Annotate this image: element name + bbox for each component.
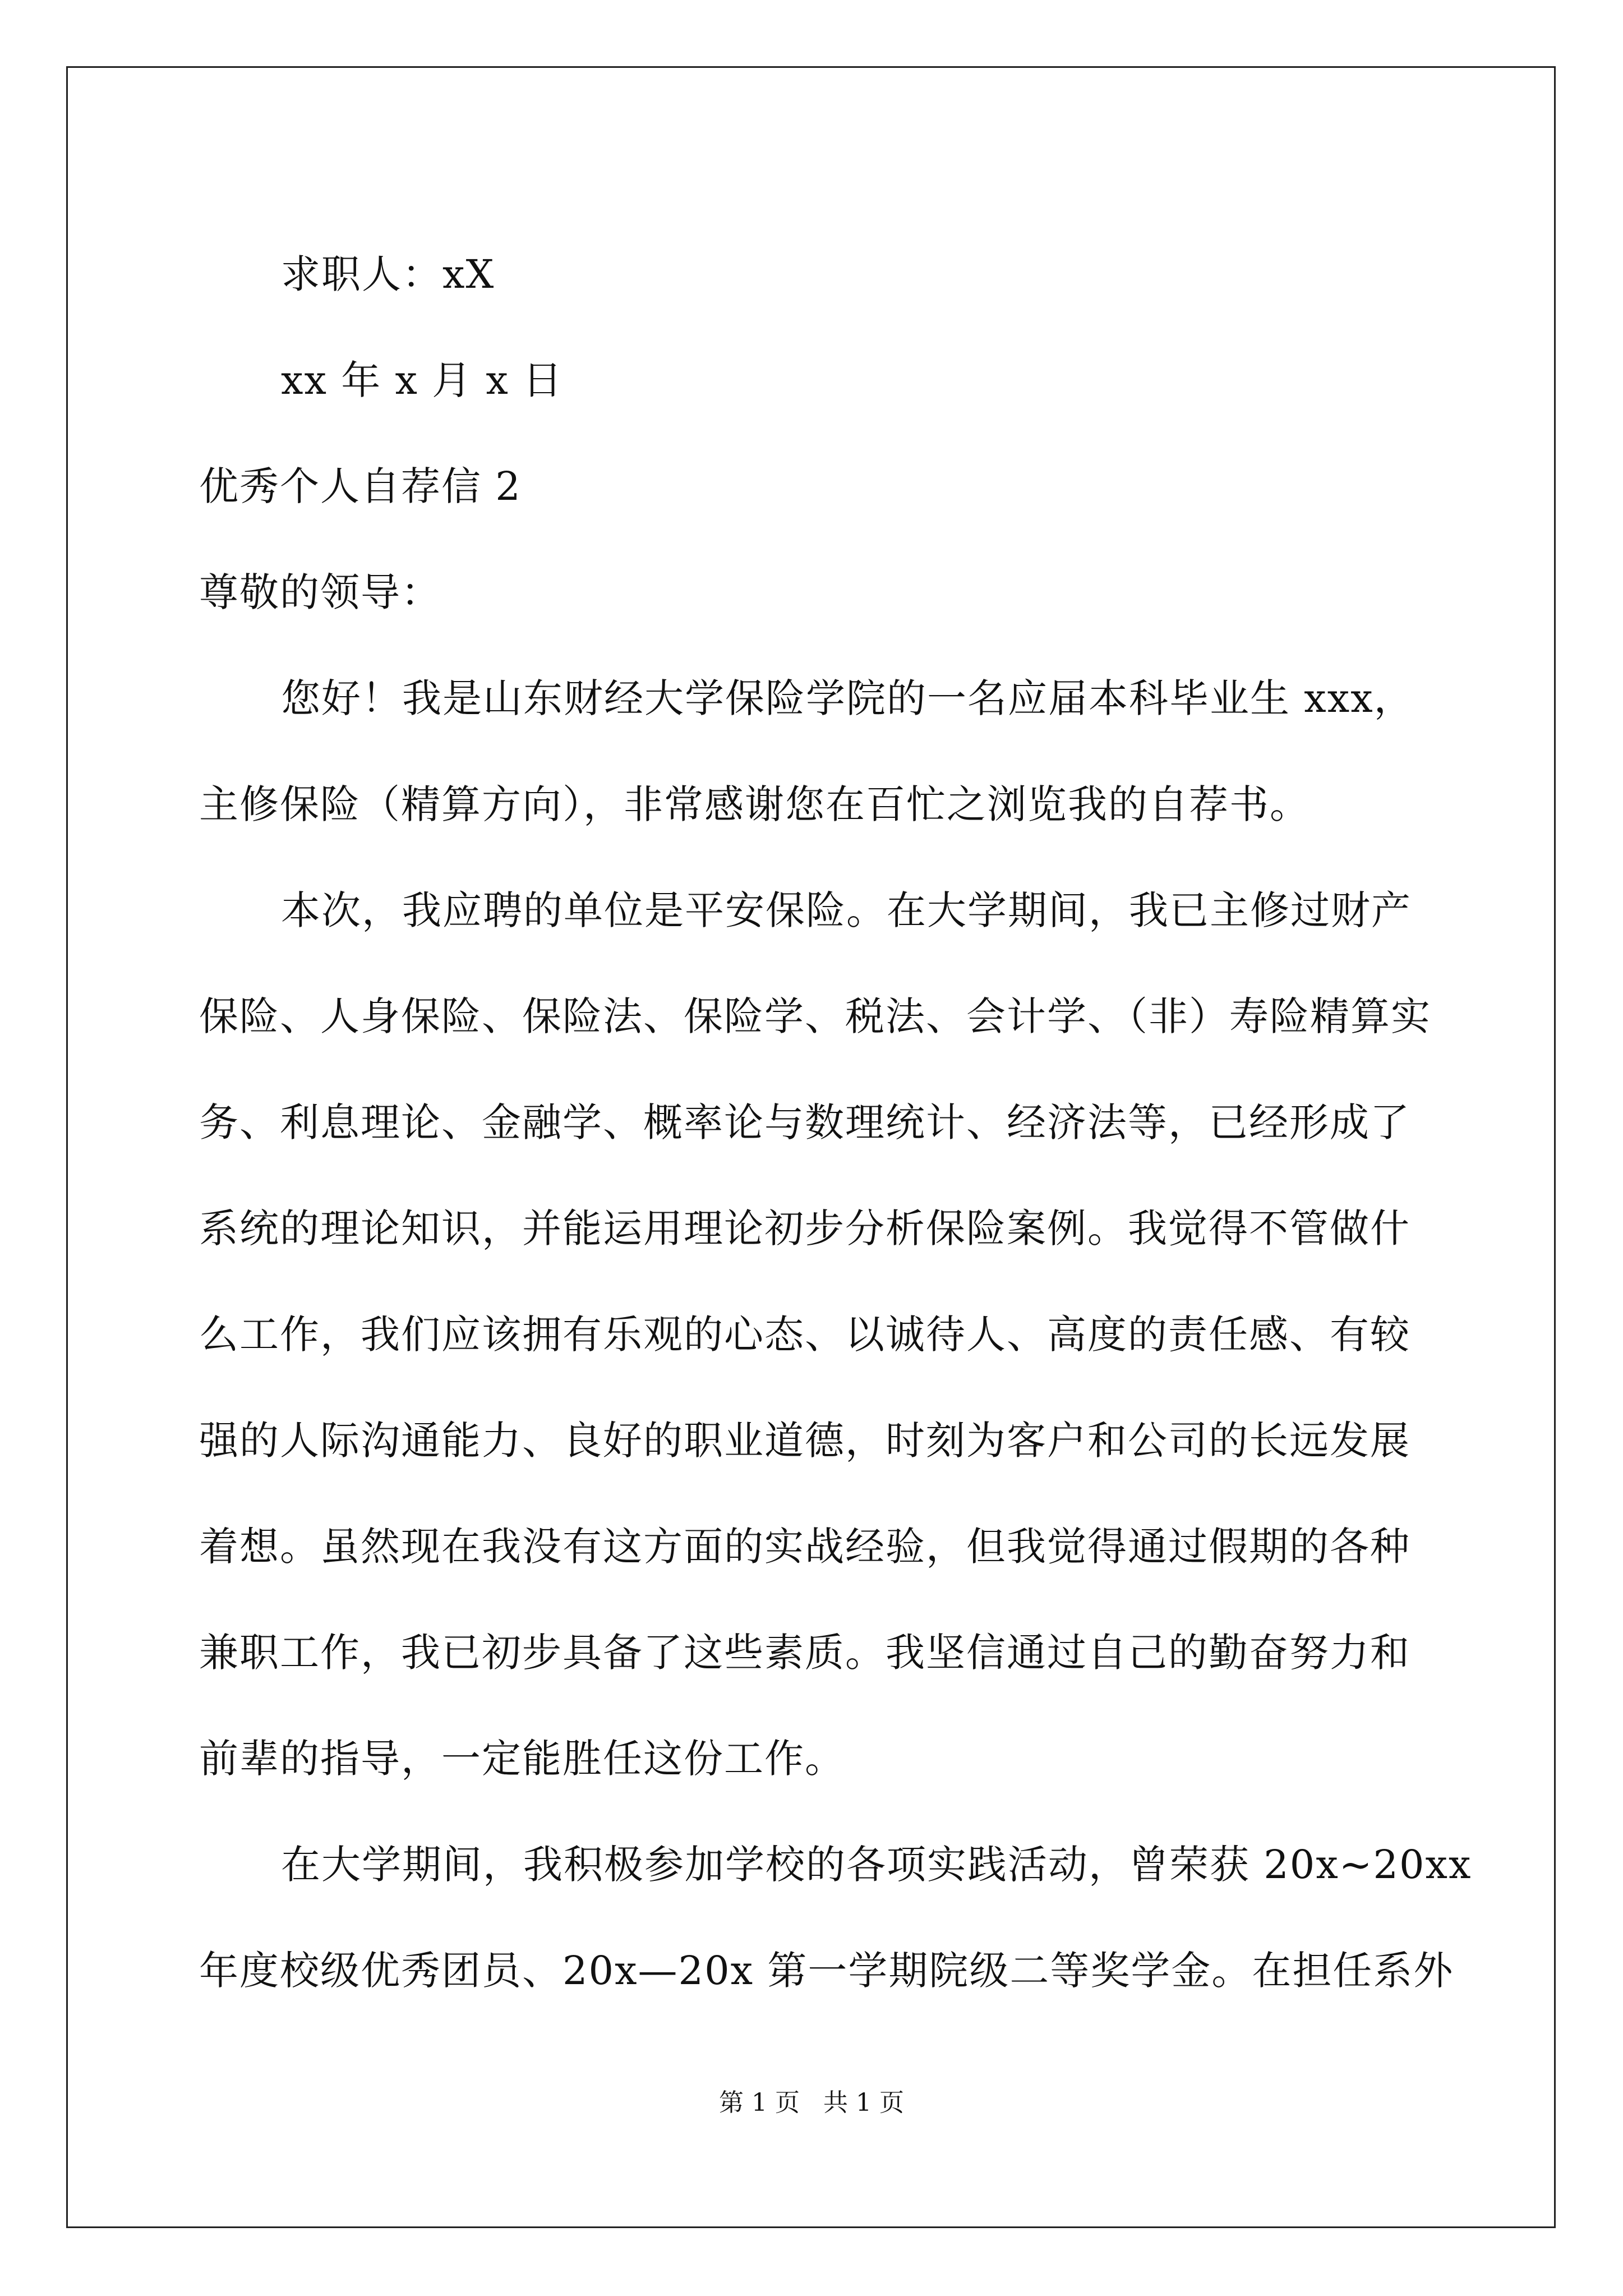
text-line: 本次，我应聘的单位是平安保险。在大学期间，我已主修过财产: [281, 887, 1412, 933]
text-line: 前辈的指导，一定能胜任这份工作。: [199, 1736, 845, 1782]
text-line: 您好！我是山东财经大学保险学院的一名应届本科毕业生 xxx，: [281, 675, 1414, 721]
text-line: 强的人际沟通能力、良好的职业道德，时刻为客户和公司的长远发展: [199, 1418, 1410, 1464]
text-line: 系统的理论知识，并能运用理论初步分析保险案例。我觉得不管做什: [199, 1205, 1410, 1251]
applicant-line: 求职人：xX: [281, 251, 495, 297]
date-line: xx 年 x 月 x 日: [281, 357, 564, 403]
text-line: 务、利息理论、金融学、概率论与数理统计、经济法等，已经形成了: [199, 1099, 1410, 1145]
letter-title: 优秀个人自荐信 2: [199, 463, 522, 509]
text-line: 在大学期间，我积极参加学校的各项实践活动，曾荣获 20x~20xx: [281, 1842, 1472, 1888]
text-line: 主修保险（精算方向），非常感谢您在百忙之浏览我的自荐书。: [199, 781, 1310, 827]
text-line: 着想。虽然现在我没有这方面的实战经验，但我觉得通过假期的各种: [199, 1524, 1410, 1570]
text-line: 保险、人身保险、保险法、保险学、税法、会计学、（非）寿险精算实: [199, 993, 1431, 1039]
salutation: 尊敬的领导：: [199, 569, 441, 615]
text-line: 年度校级优秀团员、20x—20x 第一学期院级二等奖学金。在担任系外: [199, 1948, 1454, 1994]
letter-text: [199, 646, 1472, 2024]
text-line: 么工作，我们应该拥有乐观的心态、以诚待人、高度的责任感、有较: [199, 1312, 1410, 1358]
text-line: 兼职工作，我已初步具备了这些素质。我坚信通过自己的勤奋努力和: [199, 1630, 1410, 1676]
page-footer: 第 1 页 共 1 页: [719, 2088, 904, 2117]
document-body: [199, 222, 1472, 2024]
